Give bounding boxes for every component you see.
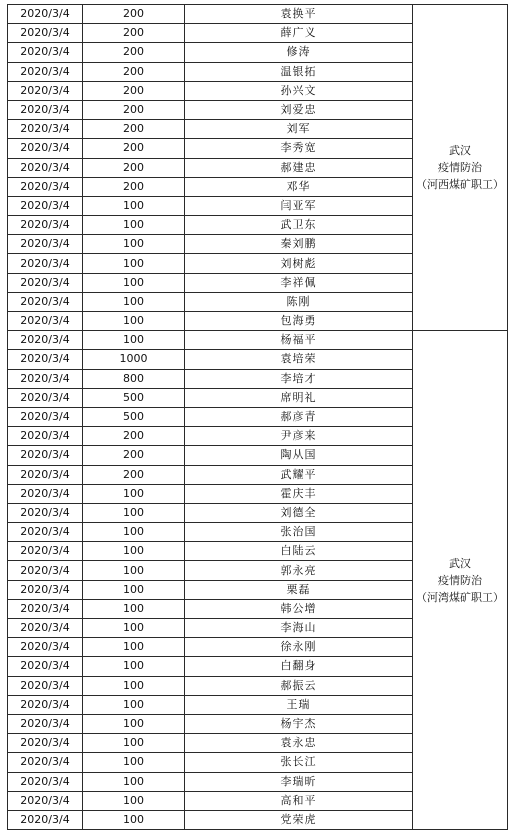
name-cell: 张治国 — [185, 523, 413, 542]
date-cell: 2020/3/4 — [8, 503, 83, 522]
date-cell: 2020/3/4 — [8, 465, 83, 484]
date-cell: 2020/3/4 — [8, 580, 83, 599]
name-cell: 郝建忠 — [185, 158, 413, 177]
name-cell: 刘德全 — [185, 503, 413, 522]
date-cell: 2020/3/4 — [8, 43, 83, 62]
date-cell: 2020/3/4 — [8, 120, 83, 139]
purpose-note-line1: 武汉 — [449, 556, 471, 570]
name-cell: 栗磊 — [185, 580, 413, 599]
name-cell: 李祥佩 — [185, 273, 413, 292]
amount-cell: 200 — [83, 100, 185, 119]
date-cell: 2020/3/4 — [8, 369, 83, 388]
name-cell: 温银拓 — [185, 62, 413, 81]
date-cell: 2020/3/4 — [8, 312, 83, 331]
amount-cell: 100 — [83, 523, 185, 542]
name-cell: 包海勇 — [185, 312, 413, 331]
date-cell: 2020/3/4 — [8, 542, 83, 561]
amount-cell: 100 — [83, 657, 185, 676]
date-cell: 2020/3/4 — [8, 5, 83, 24]
amount-cell: 200 — [83, 465, 185, 484]
name-cell: 薛广义 — [185, 24, 413, 43]
date-cell: 2020/3/4 — [8, 273, 83, 292]
name-cell: 郝彦青 — [185, 407, 413, 426]
amount-cell: 200 — [83, 427, 185, 446]
name-cell: 李海山 — [185, 619, 413, 638]
date-cell: 2020/3/4 — [8, 331, 83, 350]
name-cell: 高和平 — [185, 791, 413, 810]
amount-cell: 200 — [83, 81, 185, 100]
date-cell: 2020/3/4 — [8, 561, 83, 580]
date-cell: 2020/3/4 — [8, 772, 83, 791]
name-cell: 陶从国 — [185, 446, 413, 465]
purpose-note-line2: 疫情防治 — [438, 161, 482, 175]
name-cell: 秦刘鹏 — [185, 235, 413, 254]
date-cell: 2020/3/4 — [8, 695, 83, 714]
date-cell: 2020/3/4 — [8, 81, 83, 100]
amount-cell: 100 — [83, 599, 185, 618]
purpose-note-line1: 武汉 — [449, 144, 471, 158]
name-cell: 闫亚军 — [185, 196, 413, 215]
date-cell: 2020/3/4 — [8, 638, 83, 657]
amount-cell: 200 — [83, 177, 185, 196]
amount-cell: 500 — [83, 388, 185, 407]
name-cell: 霍庆丰 — [185, 484, 413, 503]
date-cell: 2020/3/4 — [8, 446, 83, 465]
amount-cell: 100 — [83, 254, 185, 273]
date-cell: 2020/3/4 — [8, 810, 83, 829]
purpose-note-line3: （河西煤矿职工） — [416, 178, 504, 192]
amount-cell: 800 — [83, 369, 185, 388]
amount-cell: 100 — [83, 791, 185, 810]
amount-cell: 100 — [83, 676, 185, 695]
date-cell: 2020/3/4 — [8, 196, 83, 215]
name-cell: 王瑞 — [185, 695, 413, 714]
amount-cell: 100 — [83, 484, 185, 503]
name-cell: 席明礼 — [185, 388, 413, 407]
amount-cell: 200 — [83, 5, 185, 24]
date-cell: 2020/3/4 — [8, 62, 83, 81]
date-cell: 2020/3/4 — [8, 714, 83, 733]
amount-cell: 500 — [83, 407, 185, 426]
table-row — [8, 331, 508, 350]
purpose-note-cell — [413, 331, 508, 830]
amount-cell: 100 — [83, 714, 185, 733]
name-cell: 张长江 — [185, 753, 413, 772]
name-cell: 武卫东 — [185, 216, 413, 235]
amount-cell: 100 — [83, 503, 185, 522]
amount-cell: 100 — [83, 580, 185, 599]
date-cell: 2020/3/4 — [8, 100, 83, 119]
purpose-note-line2: 疫情防治 — [438, 573, 482, 587]
amount-cell: 100 — [83, 292, 185, 311]
name-cell: 武耀平 — [185, 465, 413, 484]
date-cell: 2020/3/4 — [8, 139, 83, 158]
date-cell: 2020/3/4 — [8, 350, 83, 369]
amount-cell: 100 — [83, 561, 185, 580]
amount-cell: 100 — [83, 638, 185, 657]
amount-cell: 100 — [83, 753, 185, 772]
date-cell: 2020/3/4 — [8, 158, 83, 177]
name-cell: 尹彦来 — [185, 427, 413, 446]
date-cell: 2020/3/4 — [8, 599, 83, 618]
date-cell: 2020/3/4 — [8, 24, 83, 43]
amount-cell: 100 — [83, 619, 185, 638]
date-cell: 2020/3/4 — [8, 484, 83, 503]
amount-cell: 100 — [83, 695, 185, 714]
amount-cell: 100 — [83, 772, 185, 791]
amount-cell: 100 — [83, 216, 185, 235]
name-cell: 党荣虎 — [185, 810, 413, 829]
date-cell: 2020/3/4 — [8, 734, 83, 753]
amount-cell: 100 — [83, 312, 185, 331]
amount-cell: 1000 — [83, 350, 185, 369]
name-cell: 刘军 — [185, 120, 413, 139]
amount-cell: 100 — [83, 196, 185, 215]
name-cell: 郭永亮 — [185, 561, 413, 580]
date-cell: 2020/3/4 — [8, 388, 83, 407]
amount-cell: 100 — [83, 734, 185, 753]
date-cell: 2020/3/4 — [8, 407, 83, 426]
amount-cell: 100 — [83, 273, 185, 292]
name-cell: 李培才 — [185, 369, 413, 388]
name-cell: 韩公增 — [185, 599, 413, 618]
name-cell: 李秀宽 — [185, 139, 413, 158]
name-cell: 修涛 — [185, 43, 413, 62]
name-cell: 袁换平 — [185, 5, 413, 24]
date-cell: 2020/3/4 — [8, 619, 83, 638]
date-cell: 2020/3/4 — [8, 292, 83, 311]
date-cell: 2020/3/4 — [8, 791, 83, 810]
date-cell: 2020/3/4 — [8, 216, 83, 235]
amount-cell: 200 — [83, 43, 185, 62]
name-cell: 徐永刚 — [185, 638, 413, 657]
amount-cell: 200 — [83, 139, 185, 158]
name-cell: 刘树彪 — [185, 254, 413, 273]
date-cell: 2020/3/4 — [8, 523, 83, 542]
amount-cell: 200 — [83, 446, 185, 465]
amount-cell: 200 — [83, 62, 185, 81]
name-cell: 杨宇杰 — [185, 714, 413, 733]
name-cell: 孙兴文 — [185, 81, 413, 100]
amount-cell: 200 — [83, 24, 185, 43]
amount-cell: 100 — [83, 810, 185, 829]
date-cell: 2020/3/4 — [8, 177, 83, 196]
donation-table — [7, 4, 508, 830]
date-cell: 2020/3/4 — [8, 753, 83, 772]
name-cell: 白翻身 — [185, 657, 413, 676]
amount-cell: 200 — [83, 158, 185, 177]
amount-cell: 100 — [83, 331, 185, 350]
date-cell: 2020/3/4 — [8, 235, 83, 254]
date-cell: 2020/3/4 — [8, 427, 83, 446]
name-cell: 白陆云 — [185, 542, 413, 561]
table-row — [8, 5, 508, 24]
name-cell: 袁永忠 — [185, 734, 413, 753]
purpose-note-line3: （河湾煤矿职工） — [416, 590, 504, 604]
date-cell: 2020/3/4 — [8, 676, 83, 695]
date-cell: 2020/3/4 — [8, 254, 83, 273]
name-cell: 刘爱忠 — [185, 100, 413, 119]
amount-cell: 200 — [83, 120, 185, 139]
name-cell: 邓华 — [185, 177, 413, 196]
amount-cell: 100 — [83, 542, 185, 561]
name-cell: 李瑞昕 — [185, 772, 413, 791]
date-cell: 2020/3/4 — [8, 657, 83, 676]
purpose-note-cell — [413, 5, 508, 331]
name-cell: 郝振云 — [185, 676, 413, 695]
donation-table-body — [8, 5, 508, 830]
name-cell: 杨福平 — [185, 331, 413, 350]
name-cell: 陈刚 — [185, 292, 413, 311]
amount-cell: 100 — [83, 235, 185, 254]
name-cell: 袁培荣 — [185, 350, 413, 369]
